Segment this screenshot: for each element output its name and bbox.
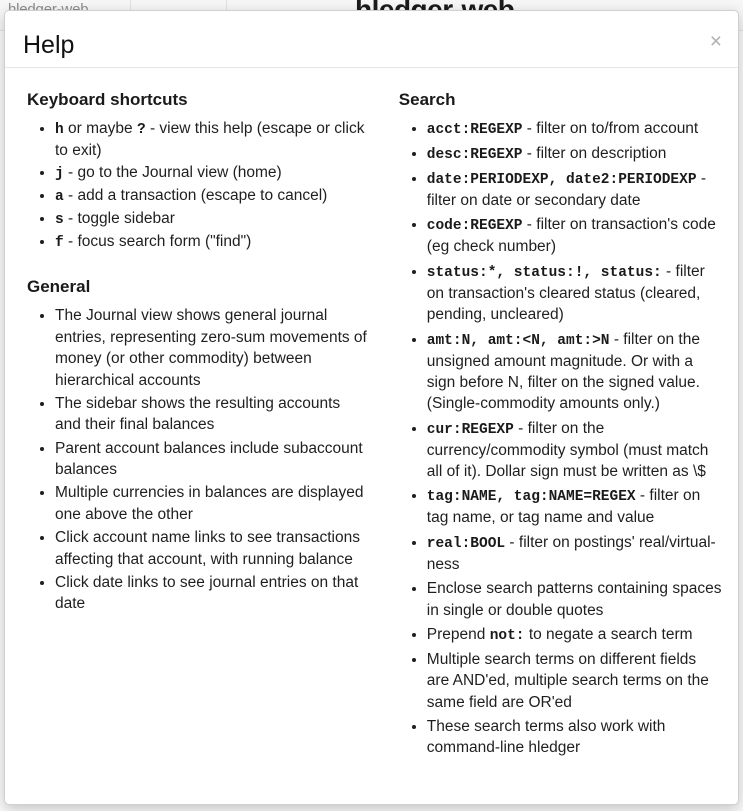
search-term-code: code:REGEXP [426,218,523,235]
list-item [427,624,722,646]
list-item [427,261,722,326]
list-item [55,118,369,161]
search-term-desc: - filter on the unsigned amount magnitude. Or with a sign before N, filter on the signed value. (Single-commodity amounts only.) [426,330,700,413]
shortcut-mid: or maybe [63,120,137,137]
search-term-desc: - filter on tag name, or tag name and value [426,487,701,527]
keyboard-shortcuts-list [21,118,369,253]
shortcut-desc: - focus search form ("find") [63,233,252,251]
shortcut-key: s [55,212,64,229]
shortcut-desc: - toggle sidebar [63,210,175,228]
list-item [55,162,369,184]
shortcut-desc: - view this help (escape or click to exit) [55,120,365,159]
general-heading: General [27,277,91,297]
shortcut-desc: - go to the Journal view (home) [63,164,282,182]
list-item: • The Journal view shows general journal entries, representing zero-sum movements of money (or other commodity) between hierarchical accounts [55,305,369,391]
search-term-desc: - filter on transaction's code (eg check number) [426,216,716,256]
search-term-desc: - filter on to/from account [522,120,699,137]
list-item [55,185,369,207]
modal-body [5,68,738,772]
search-term-code: real:BOOL [426,535,506,552]
search-term-prefix: Prepend [426,625,490,643]
search-term-code: date:PERIODEXP, date2:PERIODEXP [426,172,697,188]
list-item: • Click date links to see journal entries on that date [55,572,369,615]
search-term-code: amt:N, amt:<N, amt:>N [426,332,610,349]
search-term-desc: - filter on transaction's cleared status (cleared, pending, uncleared) [426,262,705,324]
shortcut-key-alt: ? [136,122,146,138]
list-item: • The sidebar shows the resulting accounts and their final balances [55,393,369,436]
search-term-desc: - filter on the currency/commodity symbol (must match all of it). Dollar sign must be written as \$ [426,419,709,480]
search-term-code: cur:REGEXP [426,421,514,438]
search-list [393,118,722,759]
list-item: • These search terms also work with command-line hledger [427,716,722,759]
shortcut-key: j [55,166,64,183]
search-term-desc: to negate a search term [524,625,693,643]
list-item [427,418,722,483]
general-list [21,305,369,614]
search-heading: Search [398,90,456,109]
list-item [427,485,722,528]
help-column-right [375,90,722,762]
search-term-desc: - filter on postings' real/virtual-ness [426,533,716,573]
list-item: • Click account name links to see transactions affecting that account, with running balance [55,527,369,570]
list-item [427,118,722,140]
search-term-code: desc:REGEXP [426,147,523,163]
list-item [55,208,369,230]
keyboard-shortcuts-heading: Keyboard shortcuts [27,90,188,109]
shortcut-key: a [55,189,64,206]
shortcut-desc: - add a transaction (escape to cancel) [63,187,328,205]
list-item [427,214,722,257]
list-item: • Multiple search terms on different fields are AND'ed, multiple search terms on the same field are OR'ed [427,649,722,713]
search-term-code: not: [489,627,525,644]
search-term-code: acct:REGEXP [426,122,523,138]
search-term-desc: - filter on description [522,145,667,162]
page-title: Help [23,31,75,59]
search-term-desc: - filter on date or secondary date [426,170,706,209]
list-item: • Multiple currencies in balances are displayed one above the other [55,482,369,525]
list-item [427,168,722,211]
list-item [427,143,722,165]
list-item: • Parent account balances include subaccount balances [55,438,369,481]
shortcut-key: f [55,235,64,252]
help-modal [4,10,739,805]
search-term-code: tag:NAME, tag:NAME=REGEX [426,489,636,506]
help-column-left [21,90,375,762]
list-item [55,231,369,253]
list-item: • Enclose search patterns containing spaces in single or double quotes [427,578,722,621]
list-item [427,532,722,575]
search-term-code: status:*, status:!, status: [426,264,662,281]
close-icon[interactable]: × [709,30,722,53]
shortcut-key: h [55,122,64,138]
list-item [427,329,722,415]
modal-header [5,11,738,68]
